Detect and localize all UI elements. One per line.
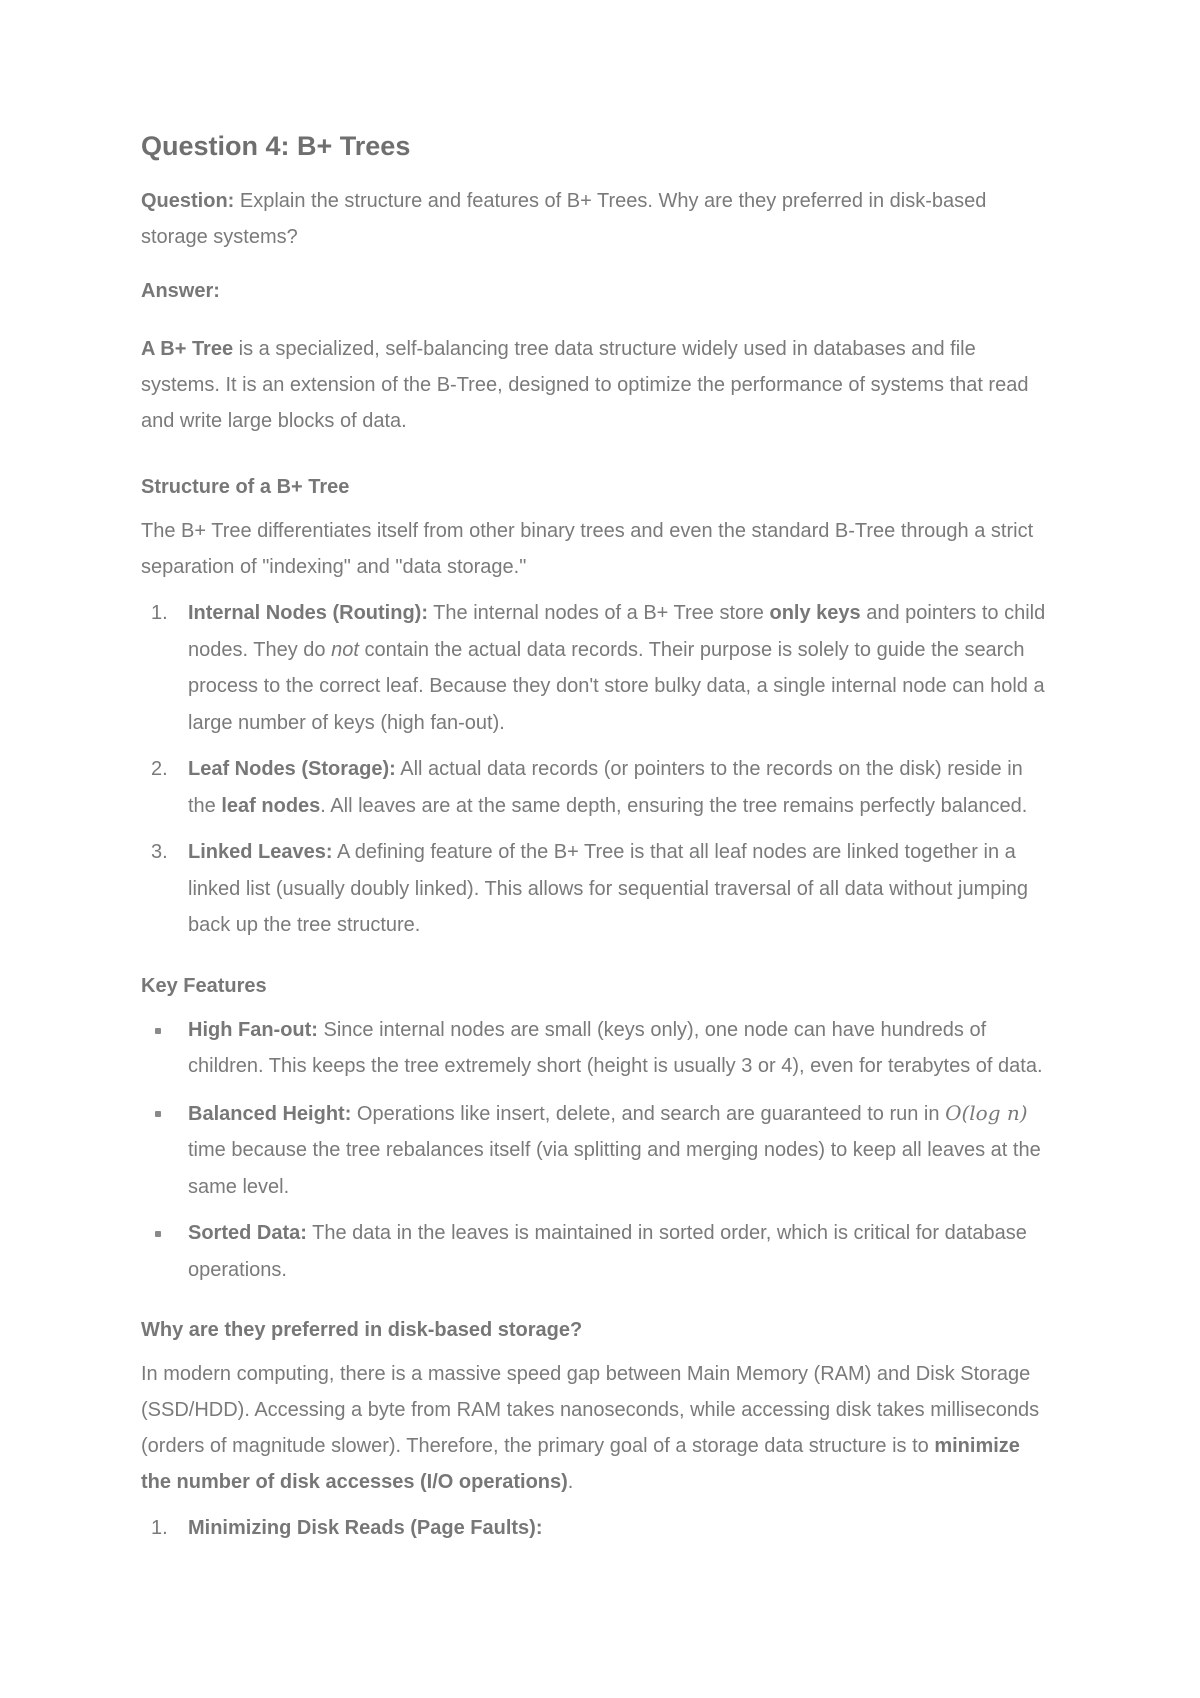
intro-lead: A B+ Tree: [141, 338, 234, 360]
item-text: A defining feature of the B+ Tree is that all leaf nodes are linked together in a linked list (usually doubly linked). This allows for sequential traversal of all data without jumping back up the tree structure.: [188, 841, 1029, 936]
feature-item-balanced-height: [141, 1095, 1051, 1206]
disk-heading: Why are they preferred in disk-based storage?: [141, 1319, 583, 1341]
list-number: 2.: [151, 758, 168, 780]
math-expression: O(log n): [945, 1100, 1028, 1125]
disk-bold: minimize the number of disk accesses (I/O operations): [141, 1435, 1020, 1493]
item-label: Minimizing Disk Reads (Page Faults):: [188, 1517, 543, 1539]
item-label: Sorted Data:: [188, 1222, 307, 1244]
disk-item-minimizing-reads: [141, 1510, 1051, 1547]
item-text: The internal nodes of a B+ Tree store: [427, 602, 770, 624]
item-label: Leaf Nodes (Storage):: [188, 758, 396, 780]
list-number: 1.: [151, 602, 168, 624]
disk-text: In modern computing, there is a massive speed gap between Main Memory (RAM) and Disk Storage (SSD/HDD). Accessing a byte from RAM takes nanoseconds, while accessing disk takes milliseconds (orders of magnitude slower). Therefore, the primary goal of a storage data structure is to: [141, 1363, 1040, 1457]
question-text: Explain the structure and features of B+ Trees. Why are they preferred in disk-based storage systems?: [141, 190, 987, 248]
item-text: The data in the leaves is maintained in sorted order, which is critical for database operations.: [188, 1222, 1027, 1281]
item-bold: leaf nodes: [221, 794, 321, 817]
intro-paragraph: [141, 331, 1051, 439]
item-text: All actual data records (or pointers to the records on the disk) reside in the: [188, 758, 1023, 817]
structure-list: [141, 595, 1051, 944]
list-number: 3.: [151, 841, 168, 863]
answer-label: Answer:: [141, 280, 220, 302]
structure-heading: Structure of a B+ Tree: [141, 476, 350, 498]
disk-list: [141, 1510, 1051, 1547]
item-text: . All leaves are at the same depth, ensuring the tree remains perfectly balanced.: [320, 794, 1028, 817]
bullet-icon: [155, 1231, 161, 1237]
item-label: High Fan-out:: [188, 1018, 318, 1041]
item-text: time because the tree rebalances itself (via splitting and merging nodes) to keep all leaves at the same level.: [188, 1139, 1041, 1198]
feature-item-high-fan-out: [141, 1012, 1051, 1085]
item-label: Linked Leaves:: [188, 841, 333, 863]
page-title: Question 4: B+ Trees: [141, 131, 411, 161]
question-label: Question:: [141, 190, 235, 212]
item-text: Since internal nodes are small (keys only), one node can have hundreds of children. This keeps the tree extremely short (height is usually 3 or 4), even for terabytes of data.: [188, 1018, 1043, 1077]
features-heading: Key Features: [141, 974, 267, 997]
item-text: contain the actual data records. Their purpose is solely to guide the search process to the correct leaf. Because they don't store bulky data, a single internal node can hold a large number of keys (high fan-out).: [188, 638, 1045, 734]
item-label: Internal Nodes (Routing):: [188, 602, 428, 624]
structure-intro: The B+ Tree differentiates itself from other binary trees and even the standard B-Tree through a strict separation of "indexing" and "data storage.": [141, 520, 1034, 578]
document-content: [141, 126, 1051, 1557]
item-emphasis: not: [331, 638, 359, 661]
question-paragraph: [141, 183, 1051, 255]
features-list: [141, 1012, 1051, 1289]
item-bold: only keys: [769, 602, 861, 624]
structure-item-internal-nodes: [141, 595, 1051, 741]
structure-item-leaf-nodes: [141, 751, 1051, 824]
disk-paragraph: [141, 1356, 1051, 1500]
structure-item-linked-leaves: [141, 834, 1051, 944]
intro-text: is a specialized, self-balancing tree data structure widely used in databases and file systems. It is an extension of the B-Tree, designed to optimize the performance of systems that read and write large blocks of data.: [141, 338, 1029, 432]
feature-item-sorted-data: [141, 1215, 1051, 1288]
list-number: 1.: [151, 1517, 168, 1539]
bullet-icon: [155, 1028, 161, 1034]
disk-text: .: [567, 1471, 574, 1493]
item-text: Operations like insert, delete, and search are guaranteed to run in: [351, 1102, 946, 1125]
item-label: Balanced Height:: [188, 1102, 352, 1125]
bullet-icon: [155, 1111, 161, 1117]
item-text: and pointers to child nodes. They do: [188, 602, 1046, 661]
